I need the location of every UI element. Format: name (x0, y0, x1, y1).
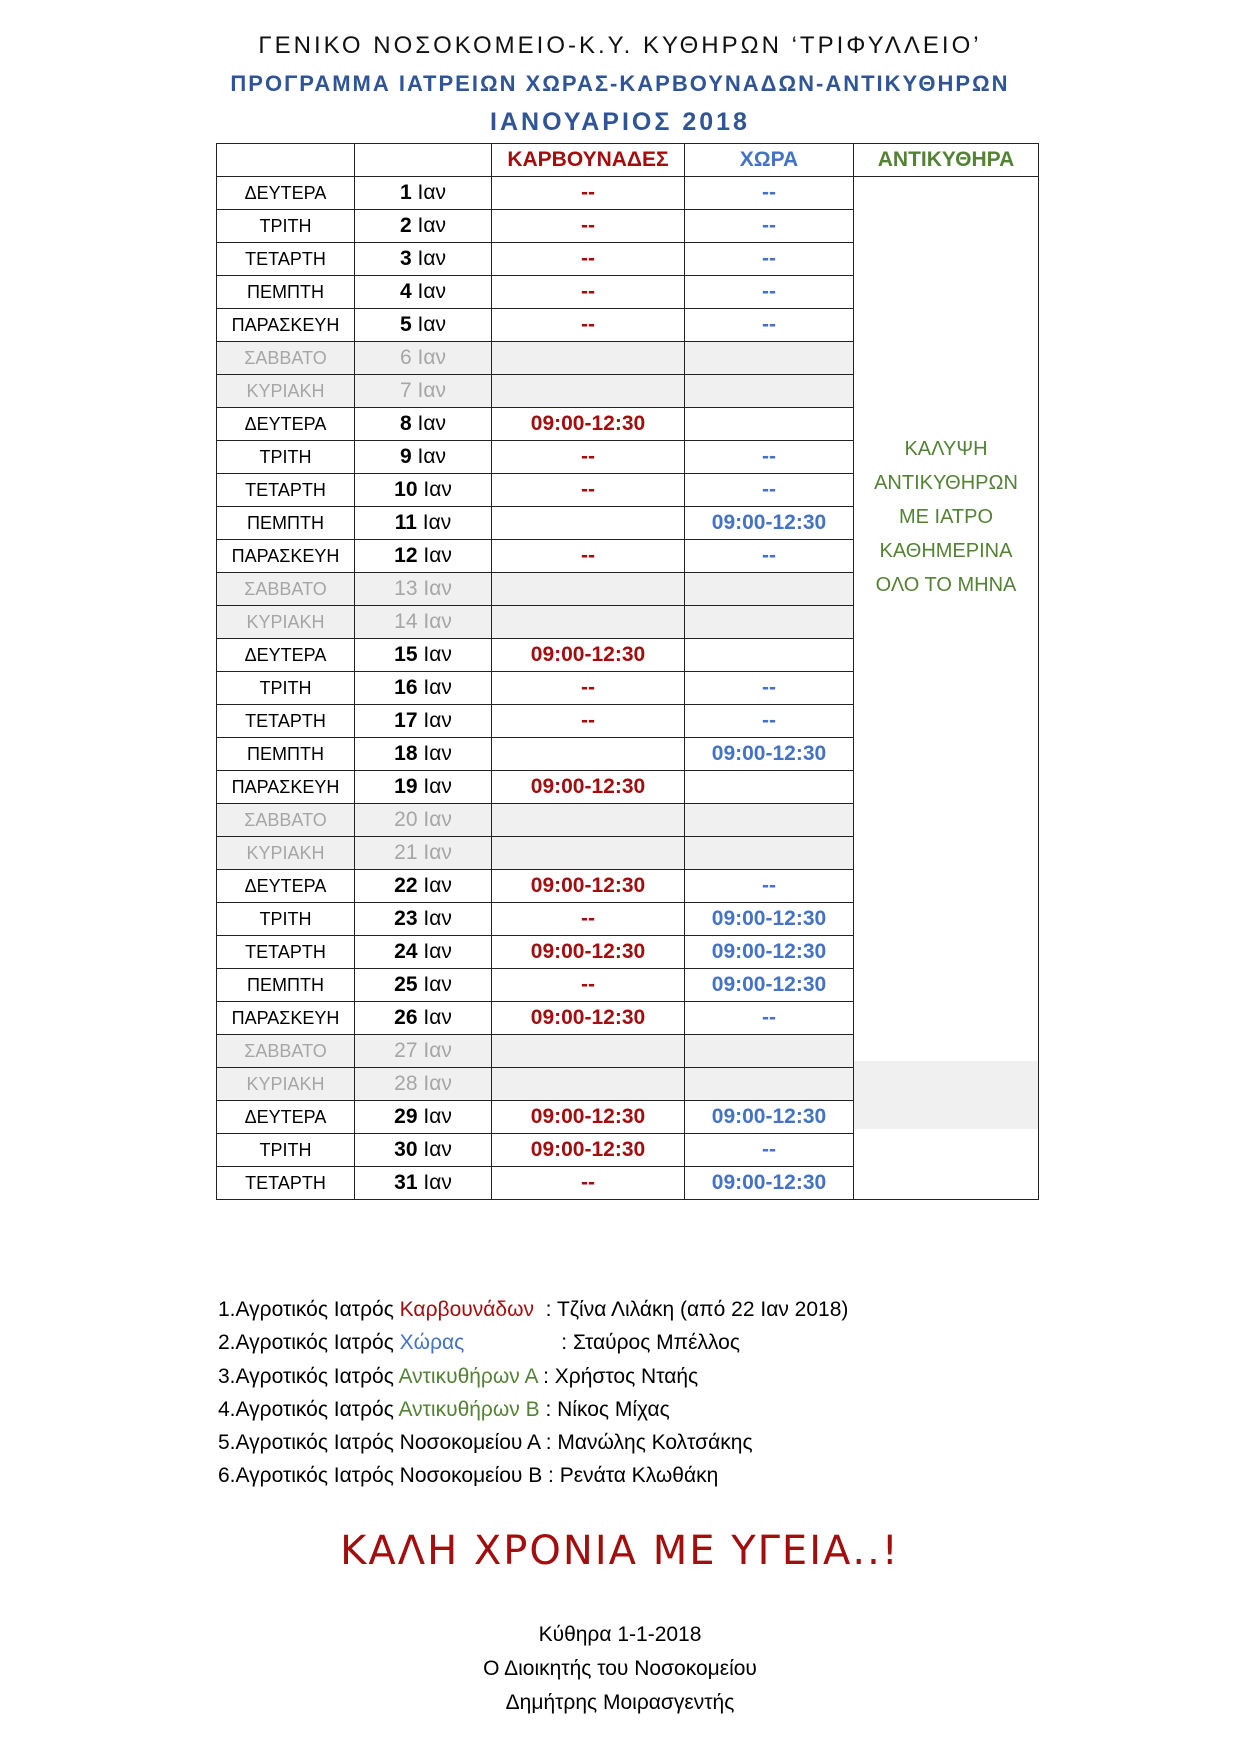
doctor-location: Αντικυθήρων Α (398, 1364, 538, 1388)
date-cell (355, 738, 492, 771)
karvounades-hours (492, 738, 685, 771)
date-cell (355, 210, 492, 243)
date-cell (355, 177, 492, 210)
day-name: ΤΕΤΑΡΤΗ (217, 705, 355, 738)
karvounades-hours (492, 1068, 685, 1101)
date-number: 30 (394, 1138, 418, 1161)
date-month: Ιαν (417, 313, 446, 336)
date-cell (355, 342, 492, 375)
signature-block (0, 1618, 1240, 1720)
date-number: 26 (394, 1006, 418, 1029)
day-name: ΣΑΒΒΑΤΟ (217, 573, 355, 606)
schedule-table (216, 143, 1039, 1200)
day-name: ΚΥΡΙΑΚΗ (217, 837, 355, 870)
day-name: ΠΕΜΠΤΗ (217, 969, 355, 1002)
date-number: 7 (399, 379, 412, 402)
karvounades-hours: 09:00-12:30 (492, 1101, 685, 1134)
day-name: ΤΕΤΑΡΤΗ (217, 474, 355, 507)
day-name: ΤΡΙΤΗ (217, 441, 355, 474)
karvounades-hours: -- (492, 177, 685, 210)
date-number: 15 (394, 643, 418, 666)
date-month: Ιαν (423, 841, 452, 864)
date-cell (355, 243, 492, 276)
header-antikythira: ΑΝΤΙΚΥΘΗΡΑ (854, 144, 1039, 177)
date-number: 4 (399, 280, 412, 303)
karvounades-hours: 09:00-12:30 (492, 639, 685, 672)
date-number: 8 (399, 412, 412, 435)
karvounades-hours (492, 804, 685, 837)
doctor-name: : Σταύρος Μπέλλος (561, 1331, 740, 1355)
chora-hours: -- (685, 243, 854, 276)
date-number: 5 (399, 313, 412, 336)
chora-hours (685, 837, 854, 870)
header-chora: ΧΩΡΑ (685, 144, 854, 177)
chora-hours: -- (685, 276, 854, 309)
chora-hours: -- (685, 870, 854, 903)
date-number: 31 (394, 1171, 418, 1194)
month-title: ΙΑΝΟΥΑΡΙΟΣ 2018 (490, 108, 750, 136)
karvounades-hours (492, 1035, 685, 1068)
karvounades-hours: -- (492, 474, 685, 507)
date-month: Ιαν (417, 346, 446, 369)
date-number: 9 (399, 445, 412, 468)
date-cell (355, 1035, 492, 1068)
doctor-location: Αντικυθήρων Β (398, 1397, 540, 1421)
day-name: ΤΡΙΤΗ (217, 1134, 355, 1167)
date-cell (355, 1134, 492, 1167)
chora-hours: 09:00-12:30 (685, 903, 854, 936)
day-name: ΤΡΙΤΗ (217, 903, 355, 936)
date-month: Ιαν (417, 280, 446, 303)
hospital-title: ΓΕΝΙΚΟ ΝΟΣΟΚΟΜΕΙΟ-Κ.Υ. ΚΥΘΗΡΩΝ ‘ΤΡΙΦΥΛΛΕΙΟ’ (258, 32, 982, 59)
day-name: ΠΕΜΠΤΗ (217, 507, 355, 540)
chora-hours: -- (685, 1002, 854, 1035)
day-name: ΣΑΒΒΑΤΟ (217, 1035, 355, 1068)
doctor-entry (218, 1459, 848, 1492)
chora-hours: -- (685, 672, 854, 705)
date-number: 27 (394, 1039, 418, 1062)
chora-hours (685, 342, 854, 375)
date-month: Ιαν (423, 808, 452, 831)
karvounades-hours (492, 507, 685, 540)
date-month: Ιαν (423, 1039, 452, 1062)
karvounades-hours: -- (492, 903, 685, 936)
coverage-line: ΜΕ ΙΑΤΡΟ (898, 506, 994, 528)
karvounades-hours (492, 342, 685, 375)
date-month: Ιαν (423, 1105, 452, 1128)
date-number: 19 (394, 775, 418, 798)
chora-hours: -- (685, 474, 854, 507)
chora-hours: -- (685, 540, 854, 573)
chora-hours: 09:00-12:30 (685, 507, 854, 540)
signature-role: Ο Διοικητής του Νοσοκομείου (483, 1657, 757, 1680)
doctor-role: 3.Αγροτικός Ιατρός (218, 1364, 399, 1388)
doctor-location: Καρβουνάδων (399, 1298, 534, 1321)
doctor-entry (218, 1360, 848, 1393)
date-number: 14 (394, 610, 418, 633)
date-cell (355, 507, 492, 540)
date-month: Ιαν (423, 478, 452, 501)
karvounades-hours: -- (492, 540, 685, 573)
date-month: Ιαν (417, 445, 446, 468)
date-month: Ιαν (417, 247, 446, 270)
chora-hours (685, 771, 854, 804)
date-cell (355, 540, 492, 573)
header-karvounades: ΚΑΡΒΟΥΝΑΔΕΣ (492, 144, 685, 177)
chora-hours (685, 408, 854, 441)
date-month: Ιαν (423, 1006, 452, 1029)
day-name: ΠΑΡΑΣΚΕΥΗ (217, 771, 355, 804)
chora-hours: -- (685, 309, 854, 342)
chora-hours: 09:00-12:30 (685, 936, 854, 969)
date-number: 1 (399, 181, 412, 204)
date-number: 18 (394, 742, 418, 765)
signature-place-date: Κύθηρα 1-1-2018 (538, 1623, 702, 1646)
chora-hours (685, 1068, 854, 1101)
day-name: ΔΕΥΤΕΡΑ (217, 870, 355, 903)
day-name: ΚΥΡΙΑΚΗ (217, 1068, 355, 1101)
date-cell (355, 639, 492, 672)
date-month: Ιαν (423, 544, 452, 567)
doctor-role: 1.Αγροτικός Ιατρός (218, 1298, 400, 1321)
date-cell (355, 1068, 492, 1101)
doctor-location: Χώρας (399, 1331, 465, 1355)
day-name: ΔΕΥΤΕΡΑ (217, 1101, 355, 1134)
date-number: 23 (394, 907, 418, 930)
date-cell (355, 837, 492, 870)
header-row (217, 144, 1039, 177)
date-cell (355, 771, 492, 804)
doctor-role: 6.Αγροτικός Ιατρός Νοσοκομείου Β : Ρενάτα Κλωθάκη (218, 1464, 719, 1488)
day-name: ΚΥΡΙΑΚΗ (217, 606, 355, 639)
chora-hours (685, 1035, 854, 1068)
karvounades-hours: 09:00-12:30 (492, 870, 685, 903)
date-number: 3 (399, 247, 412, 270)
date-month: Ιαν (423, 775, 452, 798)
date-month: Ιαν (423, 577, 452, 600)
doctor-entry (218, 1393, 848, 1426)
day-name: ΤΡΙΤΗ (217, 672, 355, 705)
day-name: ΔΕΥΤΕΡΑ (217, 408, 355, 441)
header-day (217, 144, 355, 177)
date-month: Ιαν (423, 940, 452, 963)
date-month: Ιαν (423, 742, 452, 765)
karvounades-hours (492, 573, 685, 606)
karvounades-hours: 09:00-12:30 (492, 936, 685, 969)
date-cell (355, 276, 492, 309)
date-cell (355, 441, 492, 474)
doctor-entry (218, 1293, 848, 1326)
day-name: ΠΑΡΑΣΚΕΥΗ (217, 540, 355, 573)
date-number: 25 (394, 973, 418, 996)
day-name: ΤΕΤΑΡΤΗ (217, 936, 355, 969)
date-month: Ιαν (423, 676, 452, 699)
date-month: Ιαν (417, 214, 446, 237)
new-year-greeting: ΚΑΛΗ ΧΡΟΝΙΑ ΜΕ ΥΓΕΙΑ..! (340, 1528, 900, 1574)
date-number: 28 (394, 1072, 418, 1095)
antikythira-coverage-cell (854, 177, 1039, 1200)
date-number: 2 (399, 214, 412, 237)
date-month: Ιαν (423, 1171, 452, 1194)
table-row (217, 177, 1039, 210)
chora-hours: -- (685, 705, 854, 738)
date-month: Ιαν (423, 610, 452, 633)
chora-hours: 09:00-12:30 (685, 969, 854, 1002)
date-number: 24 (394, 940, 418, 963)
date-cell (355, 474, 492, 507)
karvounades-hours: -- (492, 672, 685, 705)
doctor-role: 2.Αγροτικός Ιατρός (218, 1331, 400, 1355)
coverage-line: ΟΛΟ ΤΟ ΜΗΝΑ (875, 574, 1017, 596)
doctor-name: : Χρήστος Νταής (537, 1364, 699, 1388)
day-name: ΔΕΥΤΕΡΑ (217, 177, 355, 210)
coverage-line: ΑΝΤΙΚΥΘΗΡΩΝ (874, 472, 1018, 494)
date-month: Ιαν (417, 412, 446, 435)
coverage-line: ΚΑΘΗΜΕΡΙΝΑ (879, 540, 1013, 562)
date-month: Ιαν (417, 379, 446, 402)
karvounades-hours: -- (492, 441, 685, 474)
karvounades-hours: -- (492, 276, 685, 309)
chora-hours: -- (685, 441, 854, 474)
day-name: ΤΡΙΤΗ (217, 210, 355, 243)
chora-hours: 09:00-12:30 (685, 1167, 854, 1200)
date-cell (355, 672, 492, 705)
day-name: ΔΕΥΤΕΡΑ (217, 639, 355, 672)
day-name: ΚΥΡΙΑΚΗ (217, 375, 355, 408)
date-number: 21 (394, 841, 418, 864)
date-number: 13 (394, 577, 418, 600)
date-cell (355, 969, 492, 1002)
antikythira-coverage-note (854, 432, 1038, 602)
date-cell (355, 606, 492, 639)
weekend-shading (854, 1061, 1038, 1129)
doctor-entry (218, 1426, 848, 1459)
chora-hours (685, 639, 854, 672)
date-month: Ιαν (423, 973, 452, 996)
date-cell (355, 804, 492, 837)
date-month: Ιαν (417, 181, 446, 204)
date-cell (355, 1101, 492, 1134)
karvounades-hours (492, 837, 685, 870)
day-name: ΠΑΡΑΣΚΕΥΗ (217, 1002, 355, 1035)
program-title: ΠΡΟΓΡΑΜΜΑ ΙΑΤΡΕΙΩΝ ΧΩΡΑΣ-ΚΑΡΒΟΥΝΑΔΩΝ-ΑΝΤΙΚΥΘΗΡΩΝ (230, 71, 1010, 96)
chora-hours: 09:00-12:30 (685, 738, 854, 771)
date-number: 12 (394, 544, 418, 567)
doctors-list (218, 1293, 848, 1493)
karvounades-hours: 09:00-12:30 (492, 1134, 685, 1167)
karvounades-hours: -- (492, 1167, 685, 1200)
date-number: 11 (394, 511, 417, 534)
date-cell (355, 936, 492, 969)
date-cell (355, 705, 492, 738)
date-number: 6 (399, 346, 412, 369)
date-cell (355, 1167, 492, 1200)
date-month: Ιαν (423, 643, 452, 666)
karvounades-hours: -- (492, 309, 685, 342)
date-month: Ιαν (423, 1138, 452, 1161)
day-name: ΣΑΒΒΑΤΟ (217, 342, 355, 375)
header-date (355, 144, 492, 177)
date-month: Ιαν (423, 1072, 452, 1095)
date-month: Ιαν (423, 709, 452, 732)
chora-hours (685, 573, 854, 606)
date-cell (355, 309, 492, 342)
chora-hours: -- (685, 1134, 854, 1167)
karvounades-hours: -- (492, 243, 685, 276)
day-name: ΠΕΜΠΤΗ (217, 738, 355, 771)
chora-hours: 09:00-12:30 (685, 1101, 854, 1134)
day-name: ΠΑΡΑΣΚΕΥΗ (217, 309, 355, 342)
date-number: 17 (394, 709, 418, 732)
karvounades-hours: -- (492, 969, 685, 1002)
doctor-role: 4.Αγροτικός Ιατρός (218, 1397, 399, 1421)
chora-hours: -- (685, 177, 854, 210)
karvounades-hours: 09:00-12:30 (492, 771, 685, 804)
chora-hours (685, 375, 854, 408)
signature-name: Δημήτρης Μοιρασγεντής (505, 1691, 735, 1714)
date-month: Ιαν (423, 907, 452, 930)
doctor-name: : Τζίνα Λιλάκη (από 22 Ιαν 2018) (533, 1298, 849, 1321)
karvounades-hours: 09:00-12:30 (492, 408, 685, 441)
karvounades-hours (492, 606, 685, 639)
chora-hours (685, 804, 854, 837)
doctor-entry (218, 1326, 848, 1359)
karvounades-hours: 09:00-12:30 (492, 1002, 685, 1035)
chora-hours (685, 606, 854, 639)
date-number: 22 (394, 874, 418, 897)
date-cell (355, 1002, 492, 1035)
date-number: 20 (394, 808, 418, 831)
day-name: ΣΑΒΒΑΤΟ (217, 804, 355, 837)
karvounades-hours (492, 375, 685, 408)
day-name: ΤΕΤΑΡΤΗ (217, 243, 355, 276)
chora-hours: -- (685, 210, 854, 243)
day-name: ΠΕΜΠΤΗ (217, 276, 355, 309)
date-number: 16 (394, 676, 418, 699)
date-cell (355, 408, 492, 441)
day-name: ΤΕΤΑΡΤΗ (217, 1167, 355, 1200)
date-number: 29 (394, 1105, 418, 1128)
date-month: Ιαν (423, 874, 452, 897)
date-cell (355, 573, 492, 606)
date-cell (355, 375, 492, 408)
karvounades-hours: -- (492, 210, 685, 243)
date-month: Ιαν (422, 511, 452, 534)
doctor-role: 5.Αγροτικός Ιατρός Νοσοκομείου Α : Μανώλης Κολτσάκης (218, 1431, 753, 1455)
doctor-name: : Νίκος Μίχας (539, 1397, 670, 1421)
date-number: 10 (394, 478, 418, 501)
coverage-line: ΚΑΛΥΨΗ (904, 438, 988, 460)
karvounades-hours: -- (492, 705, 685, 738)
date-cell (355, 870, 492, 903)
date-cell (355, 903, 492, 936)
